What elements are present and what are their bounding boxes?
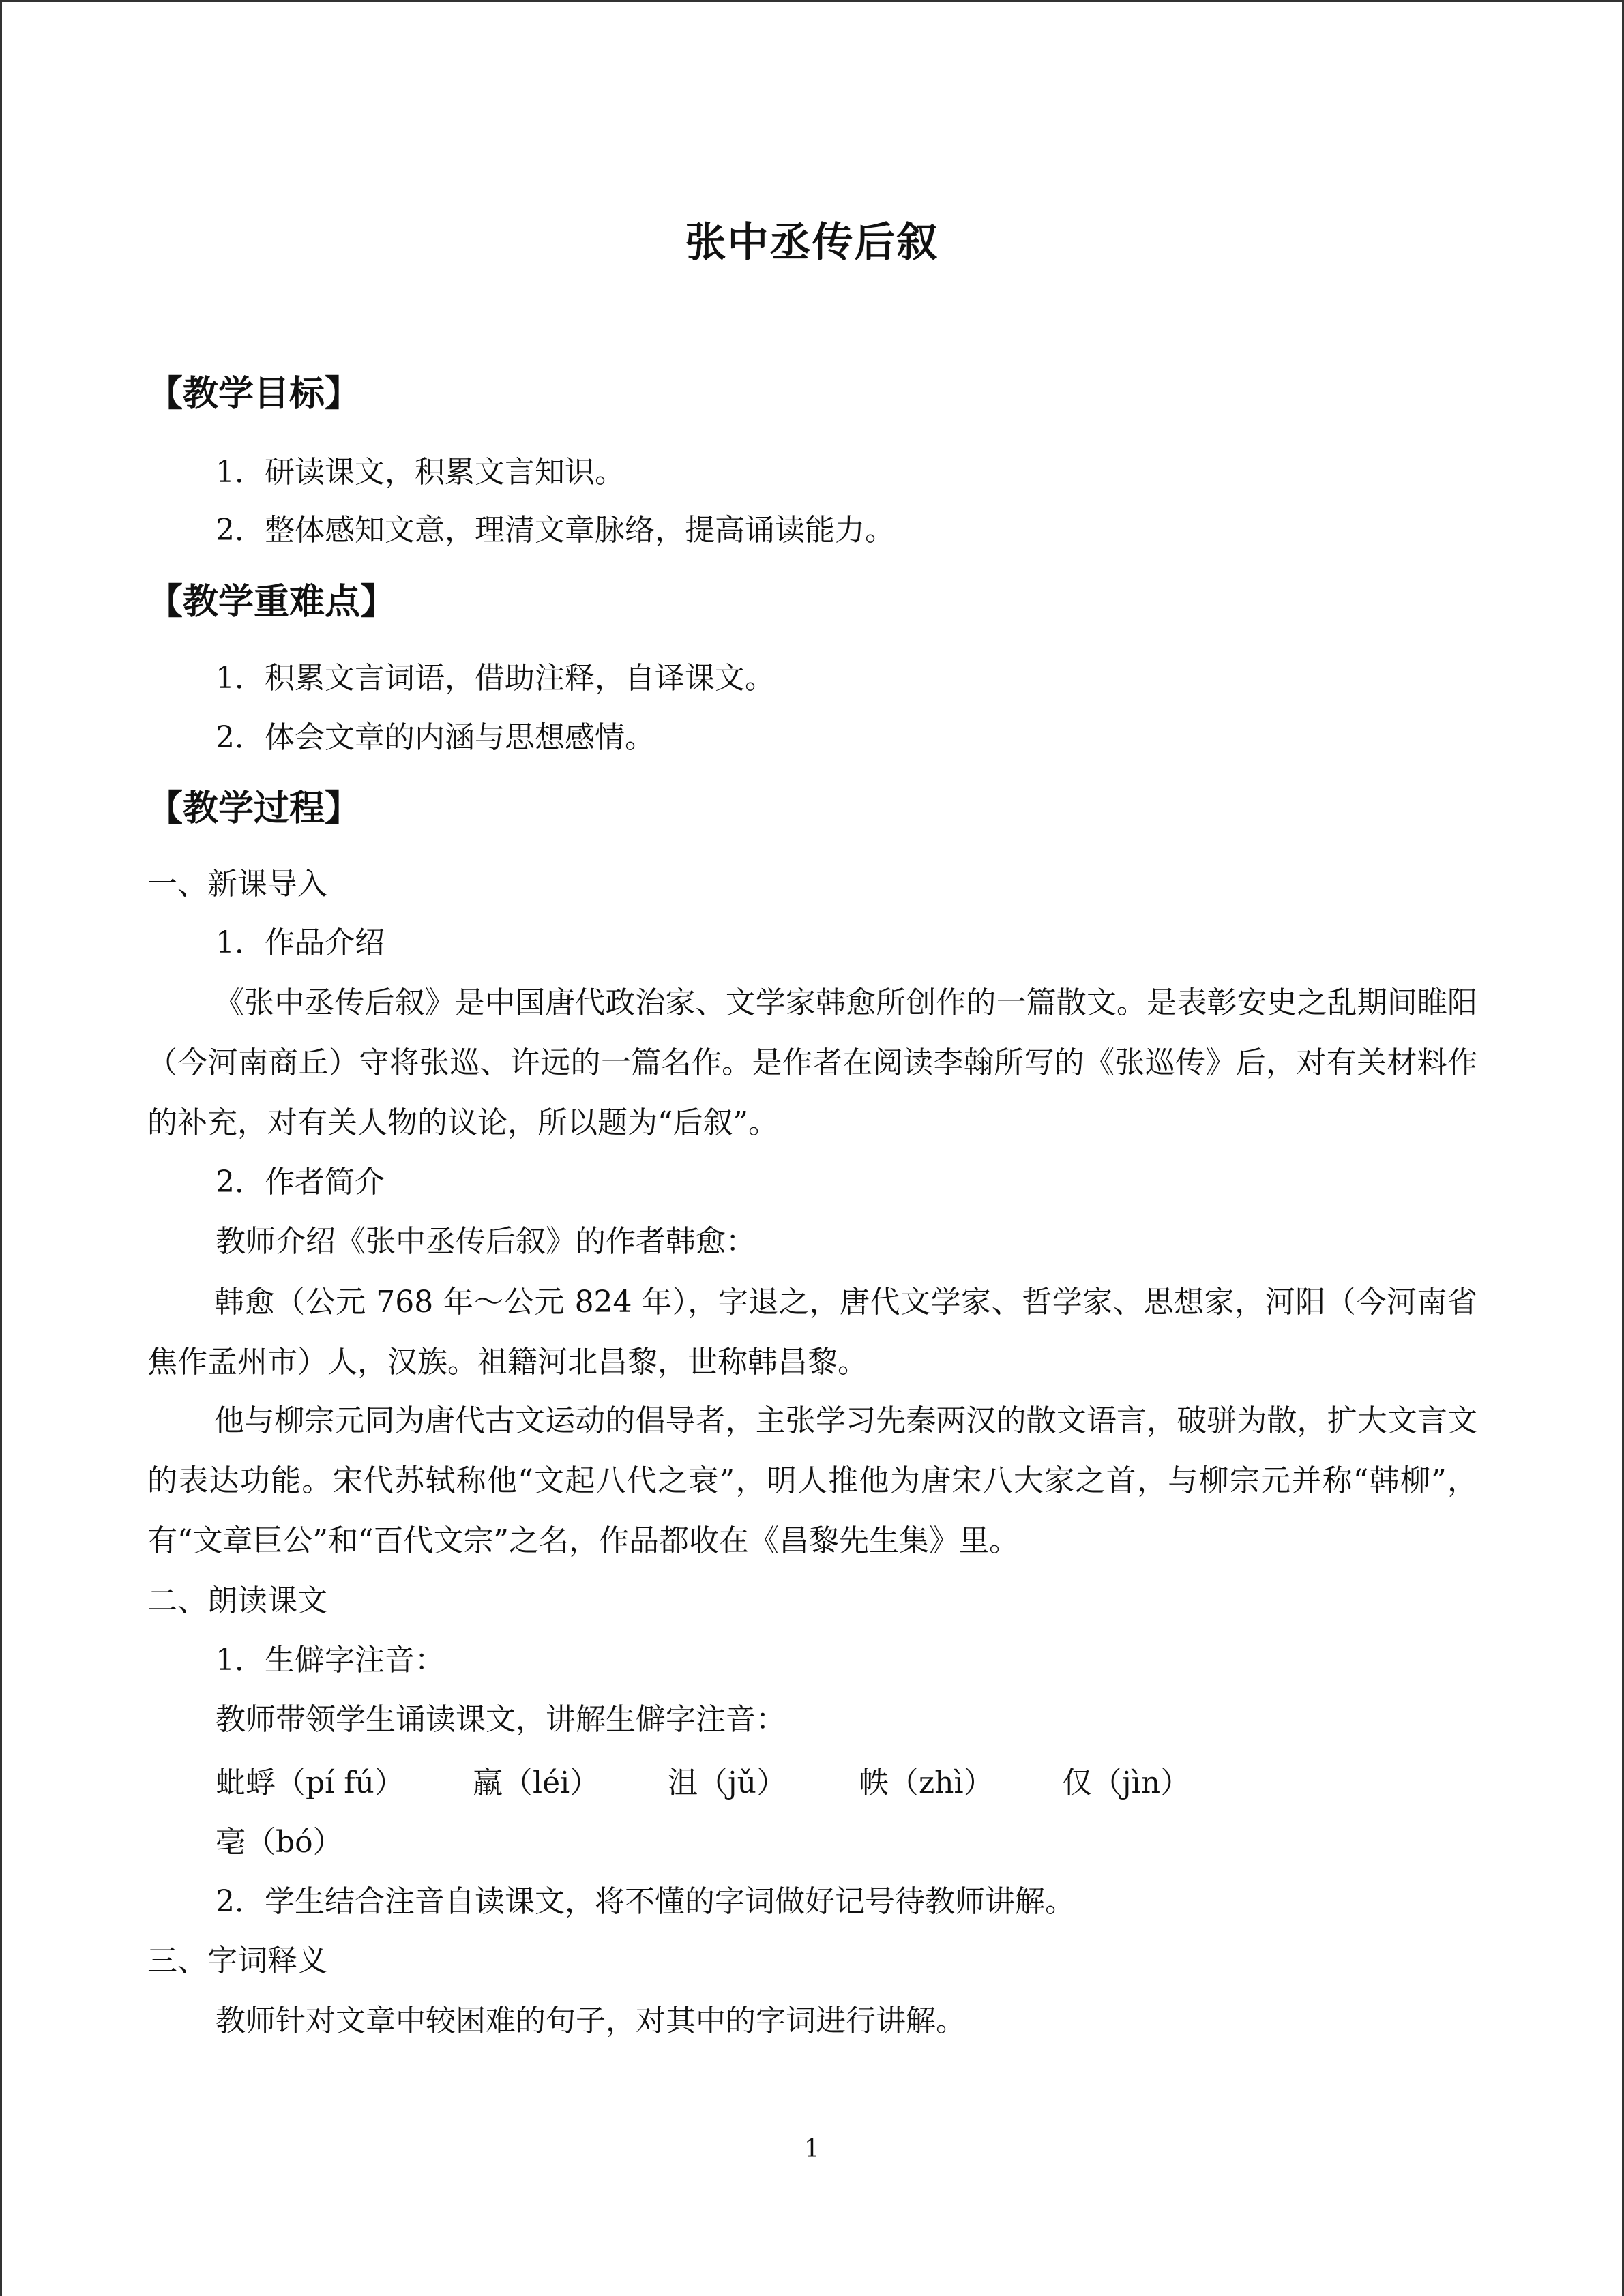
part1-sub1: 1．作品介绍: [216, 925, 385, 960]
part2-title: 二、朗读课文: [147, 1583, 327, 1618]
part2-intro: 教师带领学生诵读课文，讲解生僻字注音：: [216, 1702, 786, 1737]
heading-key-points: 【教学重难点】: [147, 582, 396, 623]
pronunciation-item: 亳（bó）: [216, 1825, 343, 1860]
part3-text: 教师针对文章中较困难的句子，对其中的字词进行讲解。: [216, 2003, 966, 2038]
work-intro-paragraph: 《张中丞传后叙》是中国唐代政治家、文学家韩愈所创作的一篇散文。是表彰安史之乱期间睢阳（今河南商丘）守将张巡、许远的一篇名作。是作者在阅读李翰所写的《张巡传》后，对有关材料作的补充，对有关人物的议论，所以题为“后叙”。: [147, 985, 1477, 1140]
part3-title: 三、字词释义: [147, 1943, 327, 1978]
pronunciation-item: 仅（jìn）: [1062, 1765, 1191, 1800]
author-intro-line: 教师介绍《张中丞传后叙》的作者韩愈：: [216, 1224, 756, 1259]
key-point-item-1: 1．积累文言词语，借助注释，自译课文。: [216, 661, 775, 696]
author-bio-paragraph: 韩愈（公元 768 年～公元 824 年），字退之，唐代文学家、哲学家、思想家，河阳（今河南省焦作孟州市）人，汉族。祖籍河北昌黎，世称韩昌黎。: [147, 1285, 1477, 1380]
pronunciation-item: 沮（jǔ）: [668, 1765, 786, 1800]
author-legacy-paragraph: 他与柳宗元同为唐代古文运动的倡导者，主张学习先秦两汉的散文语言，破骈为散，扩大文言文的表达功能。宋代苏轼称他“文起八代之衰”，明人推他为唐宋八大家之首，与柳宗元并称“韩柳”，有“文章巨公”和“百代文宗”之名，作品都收在《昌黎先生集》里。: [147, 1403, 1477, 1558]
pronunciation-item: 蚍蜉（pí fú）: [216, 1765, 404, 1800]
page-number: 1: [804, 2135, 820, 2163]
objective-item-2: 2．整体感知文意，理清文章脉络，提高诵读能力。: [216, 513, 895, 548]
part1-sub2: 2．作者简介: [216, 1165, 385, 1199]
document-title: 张中丞传后叙: [685, 219, 939, 267]
part2-sub2: 2．学生结合注音自读课文，将不懂的字词做好记号待教师讲解。: [216, 1884, 1075, 1919]
heading-process: 【教学过程】: [147, 788, 361, 829]
part2-sub1: 1．生僻字注音：: [216, 1643, 445, 1678]
objective-item-1: 1．研读课文，积累文言知识。: [216, 455, 625, 490]
pronunciation-item: 羸（léi）: [473, 1765, 600, 1800]
heading-objectives: 【教学目标】: [147, 374, 361, 415]
pronunciation-item: 帙（zhì）: [859, 1765, 994, 1800]
part1-title: 一、新课导入: [147, 867, 327, 901]
key-point-item-2: 2．体会文章的内涵与思想感情。: [216, 720, 655, 755]
